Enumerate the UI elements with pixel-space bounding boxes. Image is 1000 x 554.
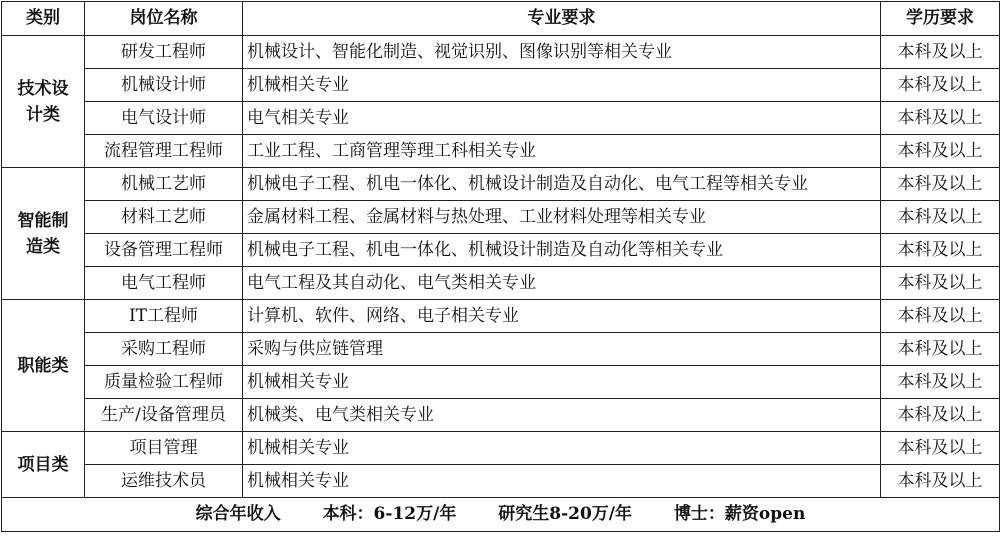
position-cell: IT工程师: [85, 300, 243, 333]
position-cell: 质量检验工程师: [85, 366, 243, 399]
table-row: [2, 36, 1000, 69]
major-cell: 电气相关专业: [243, 102, 881, 135]
major-cell: 机械类、电气类相关专业: [243, 399, 881, 432]
position-cell: 电气工程师: [85, 267, 243, 300]
major-cell: 工业工程、工商管理等理工科相关专业: [243, 135, 881, 168]
category-cell: 项目类: [2, 432, 85, 498]
table-row: [2, 465, 1000, 498]
major-cell: 机械相关专业: [243, 465, 881, 498]
position-cell: 运维技术员: [85, 465, 243, 498]
major-cell: 机械相关专业: [243, 366, 881, 399]
education-cell: 本科及以上: [881, 135, 1000, 168]
position-cell: 生产/设备管理员: [85, 399, 243, 432]
table-row: [2, 69, 1000, 102]
position-cell: 机械设计师: [85, 69, 243, 102]
education-cell: 本科及以上: [881, 102, 1000, 135]
category-cell: 技术设计类: [2, 36, 85, 168]
education-cell: 本科及以上: [881, 399, 1000, 432]
salary-bachelor: 本科：6-12万/年: [322, 504, 457, 524]
position-cell: 采购工程师: [85, 333, 243, 366]
position-cell: 研发工程师: [85, 36, 243, 69]
position-cell: 电气设计师: [85, 102, 243, 135]
category-cell: 智能制造类: [2, 168, 85, 300]
position-cell: 机械工艺师: [85, 168, 243, 201]
table-row: [2, 168, 1000, 201]
position-cell: 设备管理工程师: [85, 234, 243, 267]
recruitment-table: [1, 1, 1000, 532]
education-cell: 本科及以上: [881, 36, 1000, 69]
table-row: [2, 234, 1000, 267]
table-row: [2, 102, 1000, 135]
education-cell: 本科及以上: [881, 333, 1000, 366]
major-cell: 电气工程及其自动化、电气类相关专业: [243, 267, 881, 300]
table-row: [2, 399, 1000, 432]
header-position: 岗位名称: [85, 2, 243, 36]
table-row: [2, 135, 1000, 168]
education-cell: 本科及以上: [881, 69, 1000, 102]
position-cell: 项目管理: [85, 432, 243, 465]
category-cell: 职能类: [2, 300, 85, 432]
salary-footer-row: [2, 498, 1000, 532]
table-row: [2, 201, 1000, 234]
education-cell: 本科及以上: [881, 267, 1000, 300]
major-cell: 采购与供应链管理: [243, 333, 881, 366]
education-cell: 本科及以上: [881, 366, 1000, 399]
table-row: [2, 333, 1000, 366]
education-cell: 本科及以上: [881, 168, 1000, 201]
table-header-row: [2, 2, 1000, 36]
salary-footer: [2, 498, 1000, 532]
education-cell: 本科及以上: [881, 300, 1000, 333]
major-cell: 机械相关专业: [243, 69, 881, 102]
major-cell: 机械电子工程、机电一体化、机械设计制造及自动化等相关专业: [243, 234, 881, 267]
salary-doctor: 博士：薪资open: [673, 504, 806, 524]
table-row: [2, 267, 1000, 300]
header-major: 专业要求: [243, 2, 881, 36]
education-cell: 本科及以上: [881, 465, 1000, 498]
major-cell: 机械相关专业: [243, 432, 881, 465]
education-cell: 本科及以上: [881, 234, 1000, 267]
major-cell: 机械电子工程、机电一体化、机械设计制造及自动化、电气工程等相关专业: [243, 168, 881, 201]
education-cell: 本科及以上: [881, 201, 1000, 234]
position-cell: 流程管理工程师: [85, 135, 243, 168]
salary-master: 研究生8-20万/年: [498, 504, 633, 524]
table-row: [2, 300, 1000, 333]
header-category: 类别: [2, 2, 85, 36]
education-cell: 本科及以上: [881, 432, 1000, 465]
position-cell: 材料工艺师: [85, 201, 243, 234]
table-row: [2, 366, 1000, 399]
salary-label: 综合年收入: [195, 504, 281, 524]
header-education: 学历要求: [881, 2, 1000, 36]
major-cell: 计算机、软件、网络、电子相关专业: [243, 300, 881, 333]
table-row: [2, 432, 1000, 465]
major-cell: 机械设计、智能化制造、视觉识别、图像识别等相关专业: [243, 36, 881, 69]
major-cell: 金属材料工程、金属材料与热处理、工业材料处理等相关专业: [243, 201, 881, 234]
